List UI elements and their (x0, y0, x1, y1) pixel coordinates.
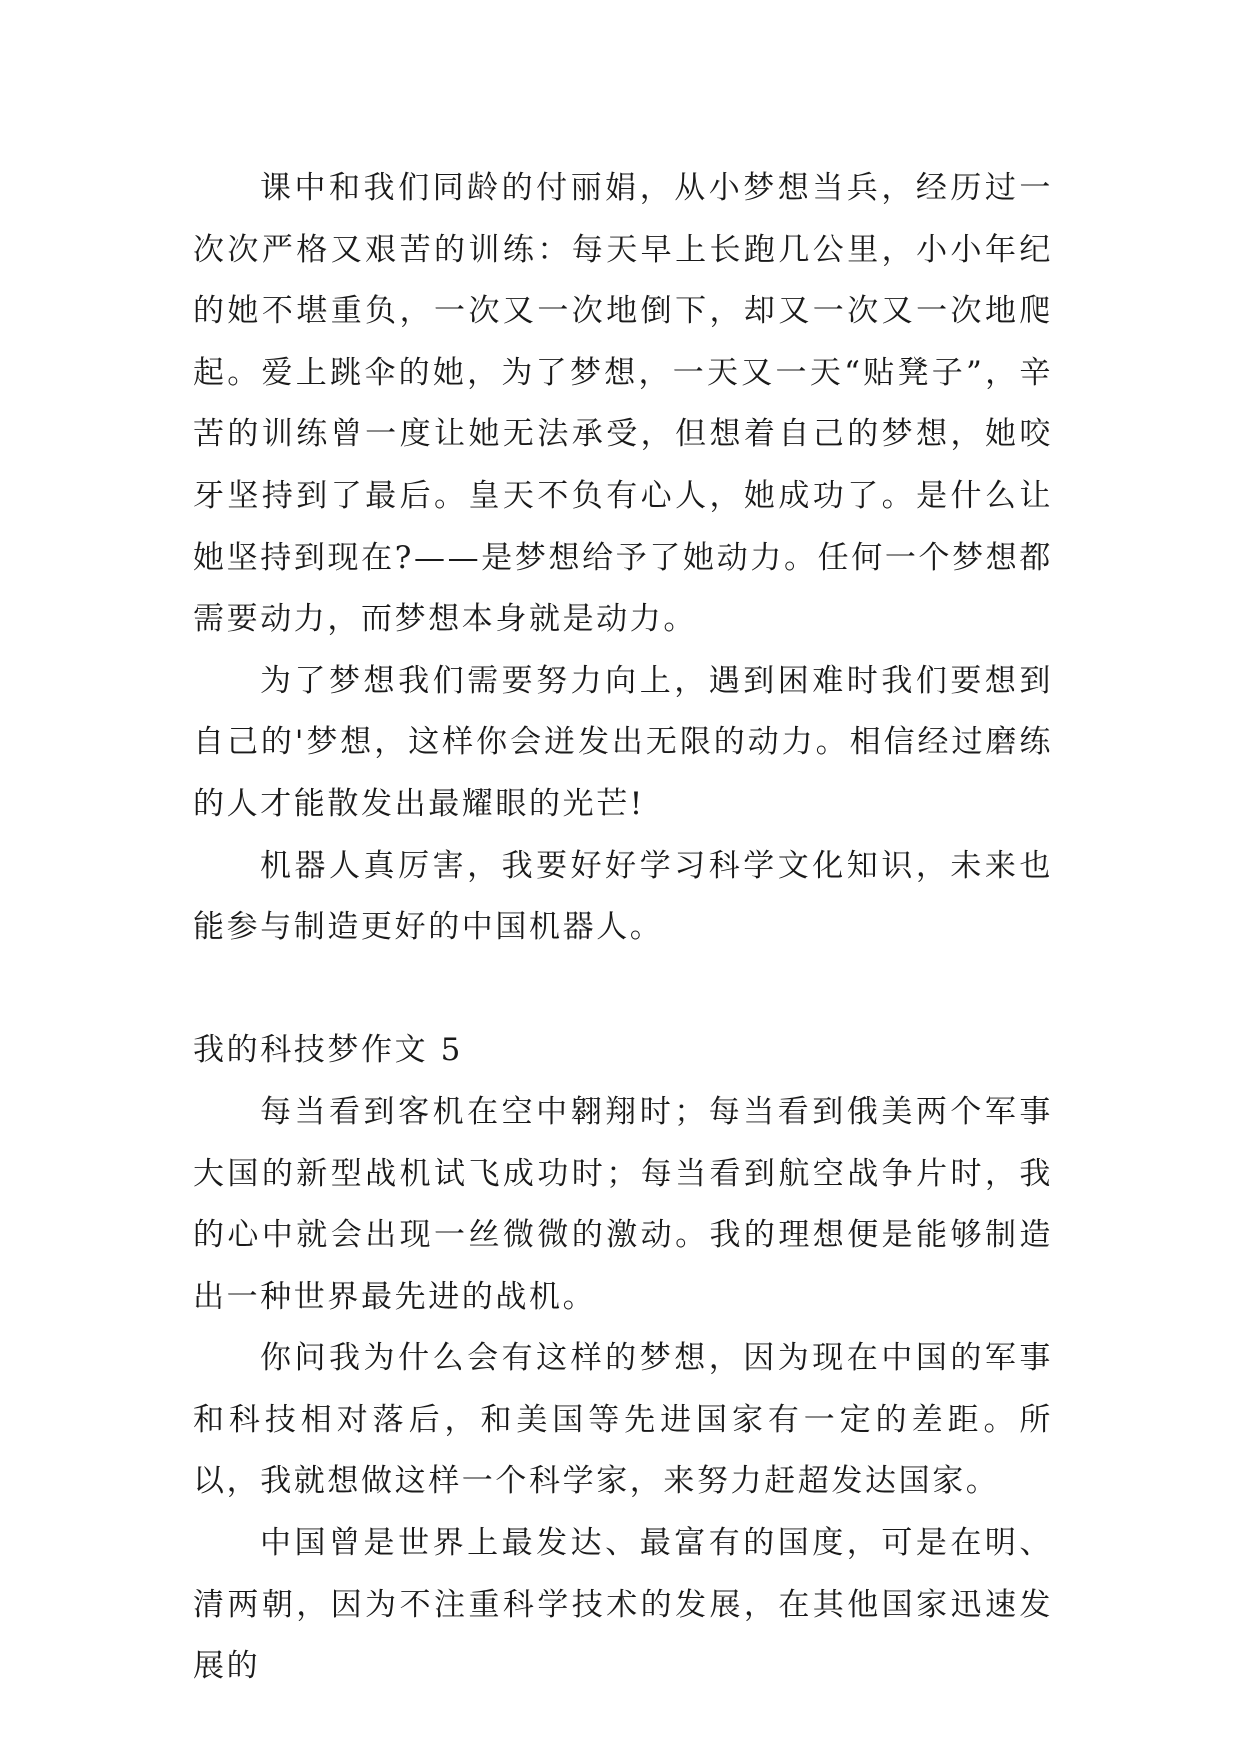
paragraph-dream-soldier: 课中和我们同龄的付丽娟，从小梦想当兵，经历过一次次严格又艰苦的训练：每天早上长跑几公里，小小年纪的她不堪重负，一次又一次地倒下，却又一次又一次地爬起。爱上跳伞的她，为了梦想，一天又一天“贴凳子”，辛苦的训练曾一度让她无法承受，但想着自己的梦想，她咬牙坚持到了最后。皇天不负有心人，她成功了。是什么让她坚持到现在?——是梦想给予了她动力。任何一个梦想都需要动力，而梦想本身就是动力。 (193, 170, 1053, 638)
paragraph-dream-effort: 为了梦想我们需要努力向上，遇到困难时我们要想到自己的'梦想，这样你会迸发出无限的动力。相信经过磨练的人才能散发出最耀眼的光芒! (193, 662, 1053, 822)
document-body (193, 158, 1053, 1698)
paragraph-why-dream: 你问我为什么会有这样的梦想，因为现在中国的军事和科技相对落后，和美国等先进国家有一定的差距。所以，我就想做这样一个科学家，来努力赶超发达国家。 (193, 1340, 1053, 1500)
paragraph-robot: 机器人真厉害，我要好好学习科学文化知识，未来也能参与制造更好的中国机器人。 (193, 847, 1053, 946)
section-spacer (193, 959, 1053, 1021)
paragraph-fighter-jet: 每当看到客机在空中翱翔时；每当看到俄美两个军事大国的新型战机试飞成功时；每当看到航空战争片时，我的心中就会出现一丝微微的激动。我的理想便是能够制造出一种世界最先进的战机。 (193, 1093, 1053, 1315)
section-title: 我的科技梦作文 5 (193, 1032, 463, 1069)
paragraph-history: 中国曾是世界上最发达、最富有的国度，可是在明、清两朝，因为不注重科学技术的发展，在其他国家迅速发展的 (193, 1525, 1053, 1685)
